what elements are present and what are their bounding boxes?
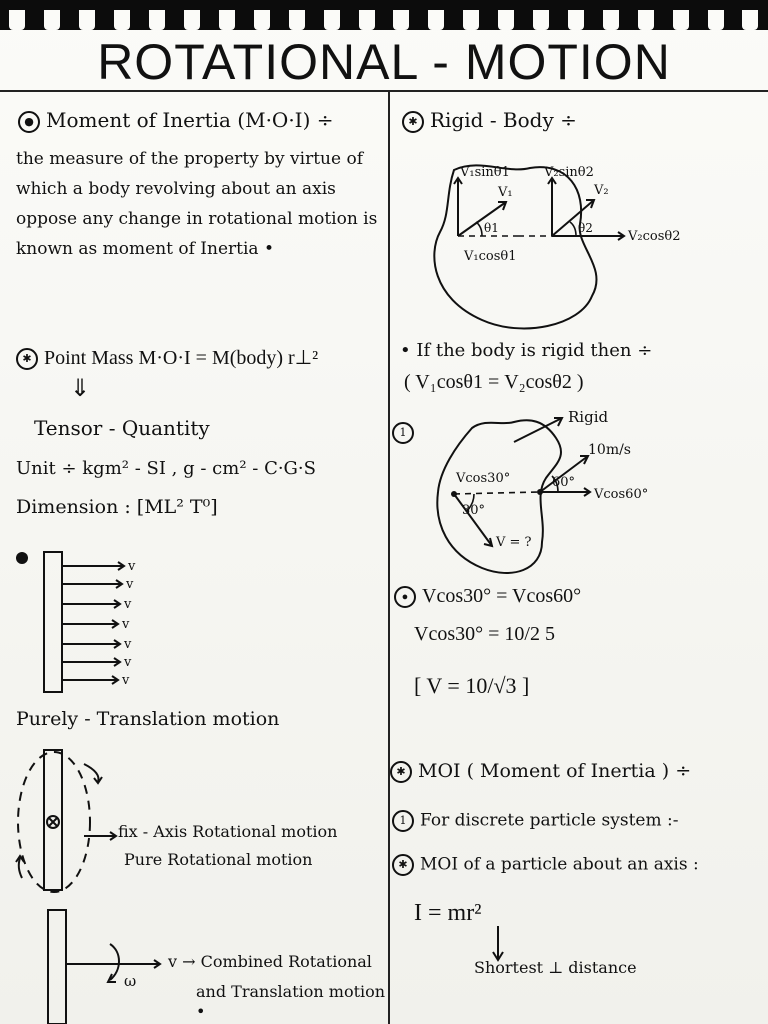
combined-caption: v → Combined Rotational bbox=[168, 952, 372, 971]
v2-sin-label: V₂sinθ2 bbox=[544, 165, 594, 180]
bullet-icon: ● bbox=[18, 111, 40, 133]
unit-line: Unit ÷ kgm² - SI , g - cm² - C·G·S bbox=[16, 458, 316, 479]
vcos30-label: Vcos30° bbox=[456, 471, 511, 486]
spiral-hole bbox=[359, 10, 375, 30]
spiral-hole bbox=[428, 10, 444, 30]
shortest-distance-note: Shortest ⊥ distance bbox=[474, 958, 637, 977]
fix-axis-caption: fix - Axis Rotational motion bbox=[118, 822, 338, 841]
spiral-hole bbox=[219, 10, 235, 30]
velocity-label: v bbox=[122, 617, 130, 632]
example-result: [ V = 10/√3 ] bbox=[414, 673, 530, 698]
spiral-binding bbox=[0, 0, 768, 30]
spiral-hole bbox=[673, 10, 689, 30]
bullet-icon: ● bbox=[394, 586, 416, 608]
moi-heading-text: Moment of Inertia (M·O·I) ÷ bbox=[46, 108, 334, 132]
star-bullet-icon: ✱ bbox=[390, 761, 412, 783]
spiral-hole bbox=[44, 10, 60, 30]
spiral-hole bbox=[184, 10, 200, 30]
v1-sin-label: V₁sinθ1 bbox=[460, 165, 510, 180]
velocity-label: v bbox=[128, 559, 136, 574]
spiral-hole bbox=[289, 10, 305, 30]
translation-diagram bbox=[16, 550, 156, 710]
point-mass-text: Point Mass M·O·I = M(body) r⊥² bbox=[44, 347, 319, 369]
page-title: ROTATIONAL - MOTION bbox=[0, 34, 768, 92]
velocity-label: v bbox=[124, 655, 132, 670]
moi-heading bbox=[18, 108, 373, 133]
velocity-label: v bbox=[126, 577, 134, 592]
spiral-hole bbox=[149, 10, 165, 30]
example-equation-2: Vcos30° = 10/2 5 bbox=[414, 623, 555, 645]
spiral-hole bbox=[603, 10, 619, 30]
angle-arc bbox=[476, 222, 482, 236]
rod-shape bbox=[44, 552, 62, 692]
v1-label: V₁ bbox=[498, 185, 513, 200]
column-divider bbox=[388, 92, 390, 1024]
spiral-hole bbox=[568, 10, 584, 30]
v-question-label: V = ? bbox=[496, 535, 532, 550]
spiral-hole bbox=[708, 10, 724, 30]
spiral-hole bbox=[498, 10, 514, 30]
bullet-icon: 1 bbox=[392, 810, 414, 832]
spiral-hole bbox=[324, 10, 340, 30]
spiral-hole bbox=[533, 10, 549, 30]
v1-cos-label: V₁cosθ1 bbox=[464, 249, 517, 264]
angle-30-label: 30° bbox=[462, 503, 486, 518]
velocity-label: v bbox=[124, 637, 132, 652]
spiral-hole bbox=[393, 10, 409, 30]
v2-cos-label: V₂cosθ2 bbox=[628, 229, 681, 244]
point-mass-formula bbox=[16, 346, 388, 371]
bullet-icon bbox=[16, 552, 28, 564]
spiral-hole bbox=[742, 10, 758, 30]
down-arrow-icon: ⇓ bbox=[70, 376, 91, 402]
angle-arc bbox=[570, 222, 576, 236]
omega-label: ω bbox=[124, 972, 137, 990]
spiral-hole bbox=[79, 10, 95, 30]
rigid-heading-text: Rigid - Body ÷ bbox=[430, 108, 577, 132]
spiral-hole bbox=[638, 10, 654, 30]
theta1-label: θ1 bbox=[484, 221, 499, 235]
speed-label: 10m/s bbox=[588, 442, 631, 458]
example-equation-1-text: Vcos30° = Vcos60° bbox=[422, 585, 582, 607]
rigid-body-diagram-2 bbox=[418, 400, 748, 580]
dashed-line bbox=[454, 492, 540, 494]
rigid-equation: ( V₁cosθ1 = V₂cosθ2 ) bbox=[404, 371, 584, 393]
star-bullet-icon: ✱ bbox=[392, 854, 414, 876]
discrete-system-line bbox=[392, 810, 752, 832]
particle-line bbox=[392, 854, 752, 876]
vcos60-label: Vcos60° bbox=[594, 487, 649, 502]
combined-caption-cont: and Translation motion • bbox=[196, 982, 386, 1021]
rigid-body-diagram-1 bbox=[410, 150, 740, 340]
angle-60-label: 60° bbox=[552, 475, 576, 490]
spiral-hole bbox=[254, 10, 270, 30]
theta2-label: θ2 bbox=[578, 221, 593, 235]
velocity-label: v bbox=[124, 597, 132, 612]
moi-formula: I = mr² bbox=[414, 900, 482, 926]
rigid-body-heading bbox=[402, 108, 752, 133]
bullet-icon: ✱ bbox=[402, 111, 424, 133]
rigid-label: Rigid bbox=[568, 408, 609, 426]
pure-rotation-caption: Pure Rotational motion bbox=[124, 850, 313, 869]
rod-shape bbox=[48, 910, 66, 1024]
tensor-quantity: Tensor - Quantity bbox=[34, 416, 210, 440]
spiral-hole bbox=[9, 10, 25, 30]
spiral-hole bbox=[463, 10, 479, 30]
spiral-hole bbox=[114, 10, 130, 30]
moi-section-heading bbox=[390, 760, 750, 784]
particle-text: MOI of a particle about an axis : bbox=[420, 854, 699, 875]
translation-caption: Purely - Translation motion bbox=[16, 708, 280, 730]
moi-section-heading-text: MOI ( Moment of Inertia ) ÷ bbox=[418, 760, 692, 782]
discrete-system-text: For discrete particle system :- bbox=[420, 810, 679, 831]
dimension-line: Dimension : [ML² T⁰] bbox=[16, 496, 218, 518]
cross-icon bbox=[49, 818, 57, 826]
moi-definition: the measure of the property by virtue of which a body revolving about an axis oppose any change in rotational motion is known as moment of Inertia • bbox=[16, 149, 378, 259]
example-equation-1 bbox=[394, 584, 744, 609]
velocity-label: v bbox=[122, 673, 130, 688]
number-badge: 1 bbox=[392, 422, 414, 444]
curved-arrow-line bbox=[19, 858, 22, 878]
star-bullet-icon: ✱ bbox=[16, 348, 38, 370]
v2-label: V₂ bbox=[594, 183, 609, 198]
rigid-condition: • If the body is rigid then ÷ bbox=[400, 340, 653, 361]
